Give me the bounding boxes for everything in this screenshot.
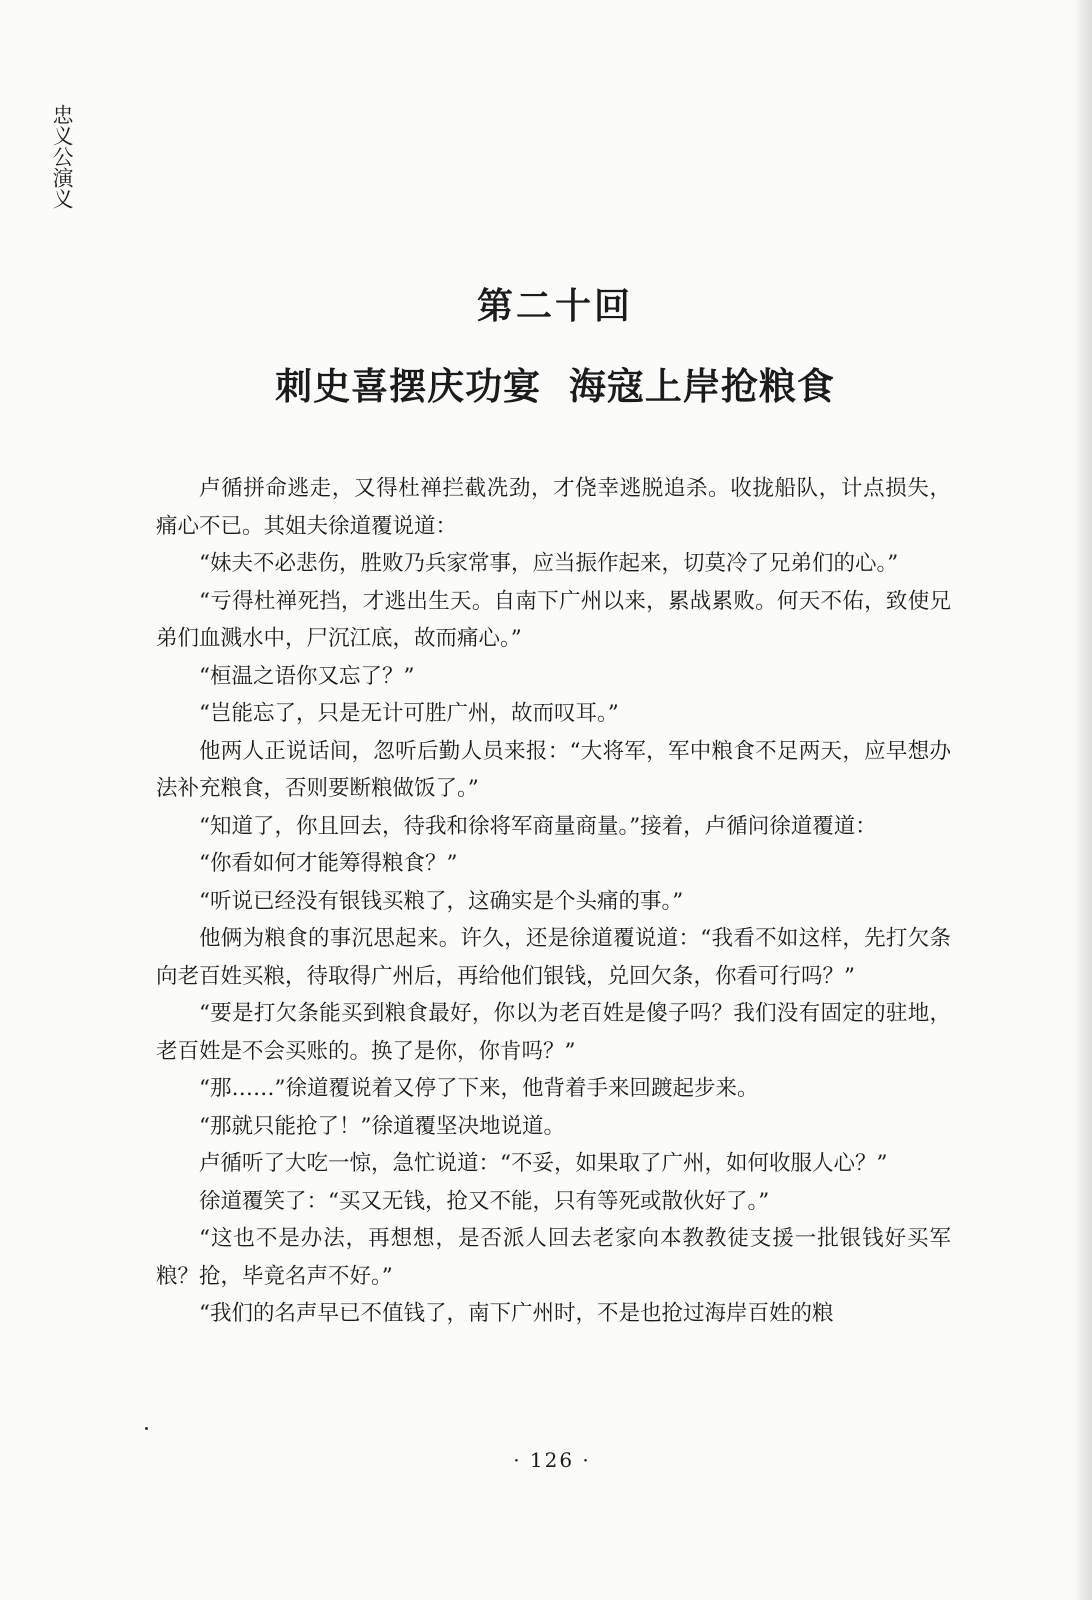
paragraph: 他俩为粮食的事沉思起来。许久，还是徐道覆说道：“我看不如这样，先打欠条向老百姓买粮，待取得广州后，再给他们银钱，兑回欠条，你看可行吗？” [156, 926, 951, 989]
paragraph: “那就只能抢了！”徐道覆坚决地说道。 [199, 1113, 565, 1139]
scan-speck [145, 1427, 148, 1430]
chapter-number: 第二十回 [476, 285, 633, 327]
paragraph: “岂能忘了，只是无计可胜广州，故而叹耳。” [199, 701, 619, 726]
paragraph: 卢循拼命逃走，又得杜禅拦截冼劲，才侥幸逃脱追杀。收拢船队，计点损失，痛心不已。其姐夫徐道覆说道： [156, 476, 951, 539]
paragraph: 徐道覆笑了：“买又无钱，抢又不能，只有等死或散伙好了。” [199, 1188, 770, 1214]
page-edge-shadow [1074, 0, 1092, 1600]
paragraph: “这也不是办法，再想想，是否派人回去老家向本教教徒支援一批银钱好买军粮？抢，毕竟名声不好。” [156, 1226, 951, 1289]
running-header-book-title: 忠义公演义 [50, 104, 74, 209]
page-number: · 126 · [513, 1448, 591, 1472]
paragraph: “你看如何才能筹得粮食？” [199, 851, 458, 876]
chapter-body [156, 470, 951, 1333]
paragraph: “听说已经没有银钱买粮了，这确实是个头痛的事。” [199, 888, 684, 914]
paragraph: 他两人正说话间，忽听后勤人员来报：“大将军，军中粮食不足两天，应早想办法补充粮食，否则要断粮做饭了。” [156, 738, 951, 801]
paragraph: “亏得杜禅死挡，才逃出生天。自南下广州以来，累战累败。何天不佑，致使兄弟们血溅水中，尸沉江底，故而痛心。” [156, 588, 951, 651]
paragraph: “妹夫不必悲伤，胜败乃兵家常事，应当振作起来，切莫冷了兄弟们的心。” [199, 551, 899, 576]
paragraph: “知道了，你且回去，待我和徐将军商量商量。”接着，卢循问徐道覆道： [199, 813, 877, 839]
paragraph: “要是打欠条能买到粮食最好，你以为老百姓是傻子吗？我们没有固定的驻地，老百姓是不会买账的。换了是你，你肯吗？” [156, 1001, 951, 1064]
paragraph: “那……”徐道覆说着又停了下来，他背着手来回踱起步来。 [199, 1076, 759, 1101]
paragraph: 卢循听了大吃一惊，急忙说道：“不妥，如果取了广州，如何收服人心？” [199, 1151, 888, 1176]
chapter-title: 刺史喜摆庆功宴 海寇上岸抢粮食 [275, 364, 835, 408]
paragraph: “桓温之语你又忘了？” [199, 663, 415, 689]
paragraph: “我们的名声早已不值钱了，南下广州时，不是也抢过海岸百姓的粮 [199, 1301, 834, 1326]
